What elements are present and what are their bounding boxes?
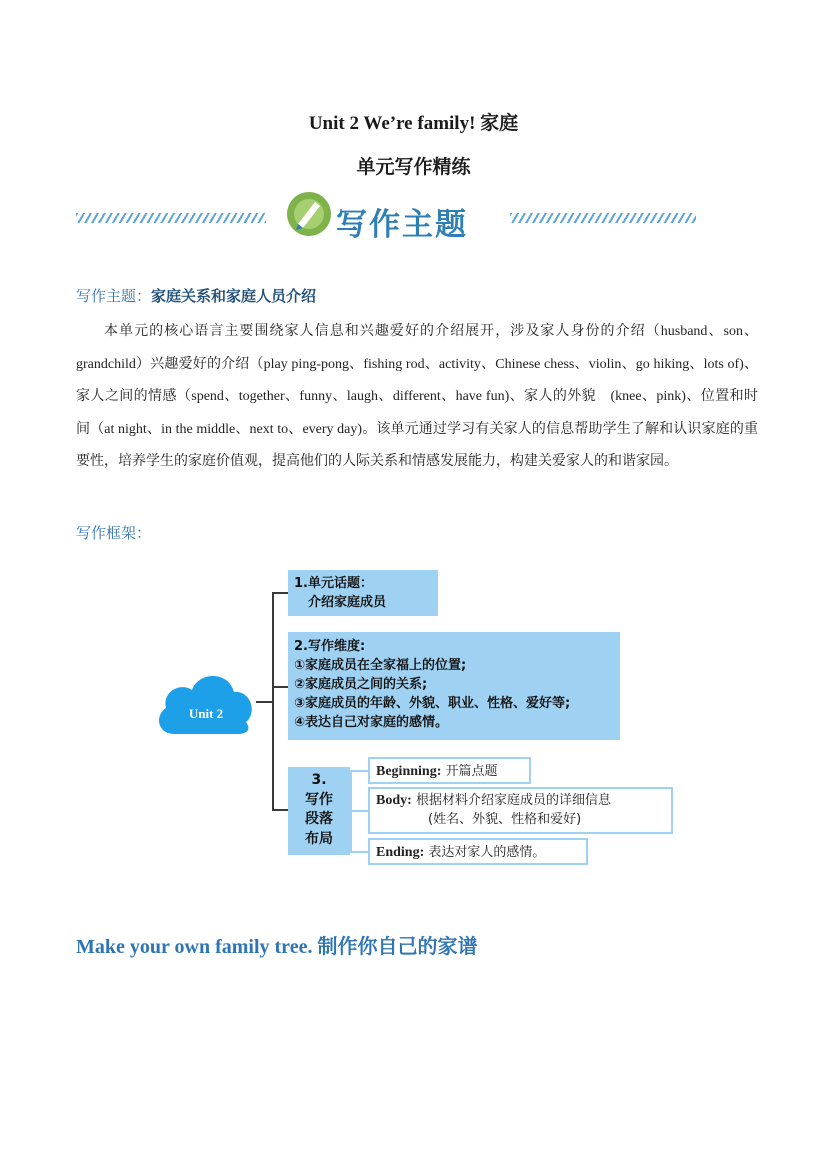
page-title: Unit 2 We’re family! 家庭 xyxy=(308,113,519,134)
body-label: Body: xyxy=(376,793,412,808)
banner-title: 写作主题 xyxy=(336,207,468,243)
cloud-icon xyxy=(154,668,256,736)
dimension-item: ②家庭成员之间的关系; xyxy=(294,677,428,692)
beginning-box xyxy=(368,757,531,784)
connector-1 xyxy=(272,592,288,594)
dimension-item: ④表达自己对家庭的感情。 xyxy=(294,715,449,730)
cloud-label: Unit 2 xyxy=(188,706,224,721)
dimensions-title: 2.写作维度: xyxy=(294,639,366,654)
connector-ending xyxy=(350,851,368,853)
connector-3 xyxy=(272,809,288,811)
connector-main xyxy=(256,701,273,703)
ending-box xyxy=(368,838,588,865)
connector-body xyxy=(350,810,368,812)
topic-box xyxy=(288,570,438,616)
layout-title-line: 段落 xyxy=(305,811,333,827)
beginning-text: 开篇点题 xyxy=(445,764,498,779)
closing-heading: Make your own family tree. 制作你自己的家谱 xyxy=(76,936,478,958)
layout-title-line: 布局 xyxy=(305,830,333,847)
framework-label: 写作框架： xyxy=(76,524,152,542)
beginning-label: Beginning: xyxy=(376,764,442,779)
connector-2 xyxy=(272,686,288,688)
layout-box xyxy=(288,767,350,855)
intro-text: 本单元的核心语言主要围绕家人信息和兴趣爱好的介绍展开，涉及家人身份的介绍（husband、son、grandchild）兴趣爱好的介绍（play ping-pong、fishing rod、activity、Chinese chess、violin、go hiking、lots of)、家人之间的情感（spend、together、funny、laugh、different、have fun)、家人的外貌 (knee、pink)、位置和时间（at night、in the middle、next to、every day)。该单元通过学习有关家人的信息帮助学生了解和认识家庭的重要性，培养学生的家庭价值观，提高他们的人际关系和情感发展能力，构建关爱家人的和谐家园。 xyxy=(76,324,758,469)
dimension-item: ①家庭成员在全家福上的位置; xyxy=(294,658,467,673)
intro-paragraph xyxy=(76,316,758,479)
topic-title: 1.单元话题： xyxy=(294,576,373,591)
page-subtitle: 单元写作精练 xyxy=(356,156,471,178)
topic-body: 介绍家庭成员 xyxy=(308,595,387,610)
dimensions-box xyxy=(288,632,620,740)
connector-beginning xyxy=(350,770,368,772)
ending-label: Ending: xyxy=(376,845,425,860)
connector-trunk xyxy=(272,592,274,811)
pen-badge-icon xyxy=(284,188,334,240)
theme-line xyxy=(76,285,316,306)
layout-title-line: 写作 xyxy=(305,791,333,808)
body-text-1: 根据材料介绍家庭成员的详细信息 xyxy=(415,793,611,808)
banner-stripe-left xyxy=(76,213,266,223)
layout-title-line: 3. xyxy=(311,772,327,788)
ending-text: 表达对家人的感情。 xyxy=(428,845,546,860)
theme-label: 写作主题： xyxy=(76,287,152,305)
dimension-item: ③家庭成员的年龄、外貌、职业、性格、爱好等; xyxy=(294,696,571,711)
theme-value: 家庭关系和家庭人员介绍 xyxy=(151,287,317,305)
body-text-2: (姓名、外貌、性格和爱好) xyxy=(428,812,582,827)
body-box xyxy=(368,787,673,834)
banner-stripe-right xyxy=(510,213,696,223)
